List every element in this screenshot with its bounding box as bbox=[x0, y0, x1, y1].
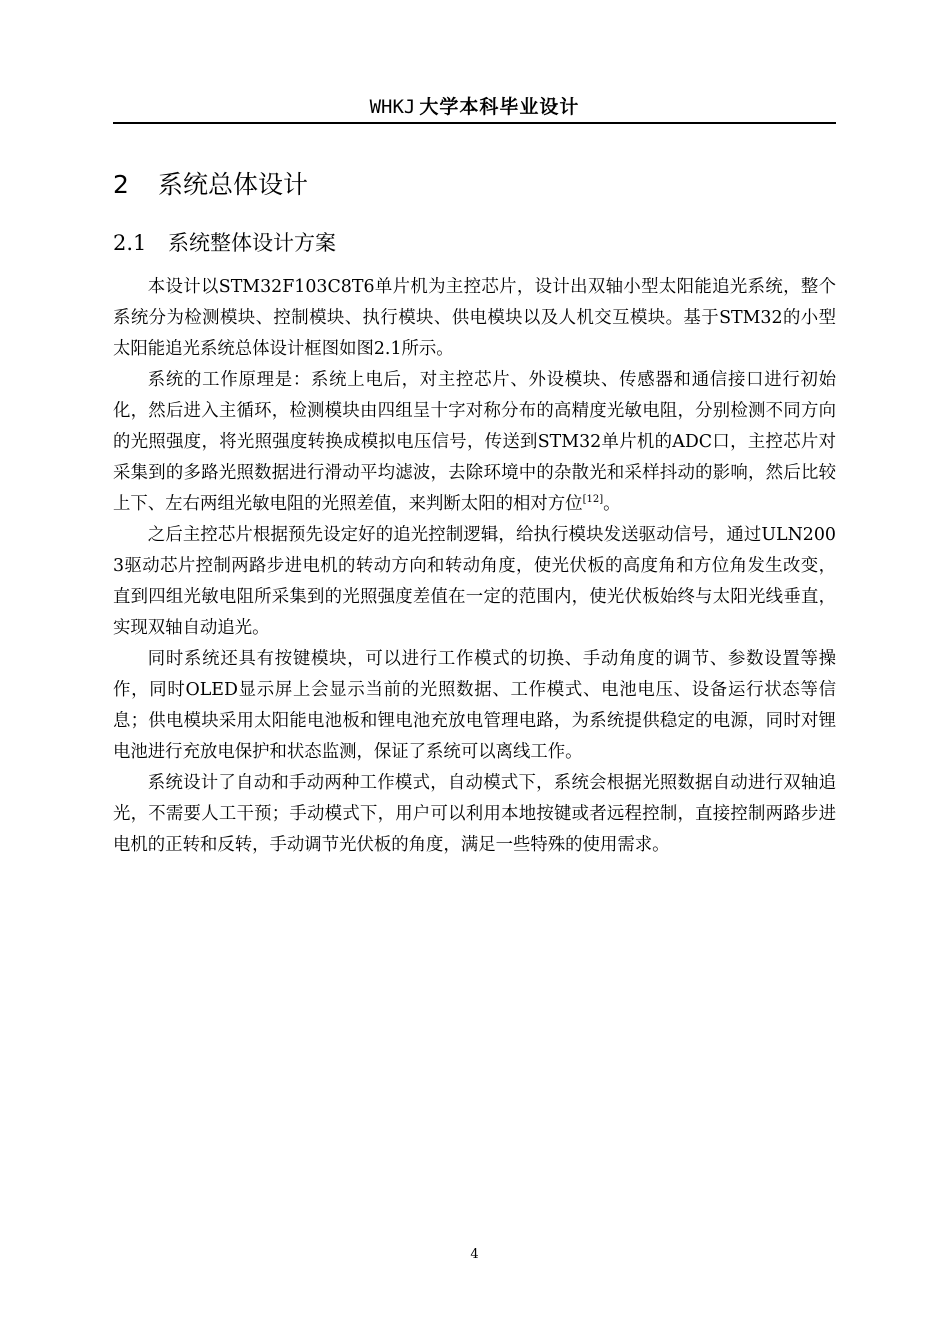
section-heading bbox=[113, 228, 336, 258]
chapter-heading bbox=[113, 168, 308, 202]
header-thesis-type: 大学本科毕业设计 bbox=[419, 96, 580, 118]
header-school-code: WHKJ bbox=[369, 96, 416, 118]
paragraph bbox=[113, 272, 836, 365]
header-rule bbox=[113, 122, 836, 124]
running-header bbox=[113, 93, 836, 123]
paragraph bbox=[113, 644, 836, 768]
paragraph-text: 同时系统还具有按键模块，可以进行工作模式的切换、手动角度的调节、参数设置等操作，同时OLED显示屏上会显示当前的光照数据、工作模式、电池电压、设备运行状态等信息；供电模块采用太阳能电池板和锂电池充放电管理电路，为系统提供稳定的电源，同时对锂电池进行充放电保护和状态监测，保证了系统可以离线工作。 bbox=[113, 649, 836, 762]
page-number: 4 bbox=[470, 1247, 479, 1262]
paragraph-text: 系统设计了自动和手动两种工作模式，自动模式下，系统会根据光照数据自动进行双轴追光，不需要人工干预；手动模式下，用户可以利用本地按键或者远程控制，直接控制两路步进电机的正转和反转，手动调节光伏板的角度，满足一些特殊的使用需求。 bbox=[113, 773, 836, 855]
chapter-number: 2 bbox=[113, 170, 129, 199]
paragraph-text: 本设计以STM32F103C8T6单片机为主控芯片，设计出双轴小型太阳能追光系统，整个系统分为检测模块、控制模块、执行模块、供电模块以及人机交互模块。基于STM32的小型太阳能追光系统总体设计框图如图2.1所示。 bbox=[113, 277, 836, 359]
paragraph-text: 系统的工作原理是：系统上电后，对主控芯片、外设模块、传感器和通信接口进行初始化，然后进入主循环，检测模块由四组呈十字对称分布的高精度光敏电阻，分别检测不同方向的光照强度，将光照强度转换成模拟电压信号，传送到STM32单片机的ADC口，主控芯片对采集到的多路光照数据进行滑动平均滤波，去除环境中的杂散光和采样抖动的影响，然后比较上下、左右两组光敏电阻的光照差值，来判断太阳的相对方位 bbox=[113, 370, 836, 514]
body-text bbox=[113, 272, 836, 861]
section-title: 系统整体设计方案 bbox=[168, 231, 336, 255]
section-number: 2.1 bbox=[113, 231, 147, 255]
paragraph bbox=[113, 768, 836, 861]
citation-reference: [12] bbox=[582, 494, 604, 506]
paragraph-text: 之后主控芯片根据预先设定好的追光控制逻辑，给执行模块发送驱动信号，通过ULN2003驱动芯片控制两路步进电机的转动方向和转动角度，使光伏板的高度角和方位角发生改变，直到四组光敏电阻所采集到的光照强度差值在一定的范围内，使光伏板始终与太阳光线垂直，实现双轴自动追光。 bbox=[113, 525, 836, 638]
paragraph bbox=[113, 520, 836, 644]
paragraph bbox=[113, 365, 836, 520]
chapter-title: 系统总体设计 bbox=[158, 170, 309, 199]
paragraph-tail: 。 bbox=[603, 494, 621, 514]
